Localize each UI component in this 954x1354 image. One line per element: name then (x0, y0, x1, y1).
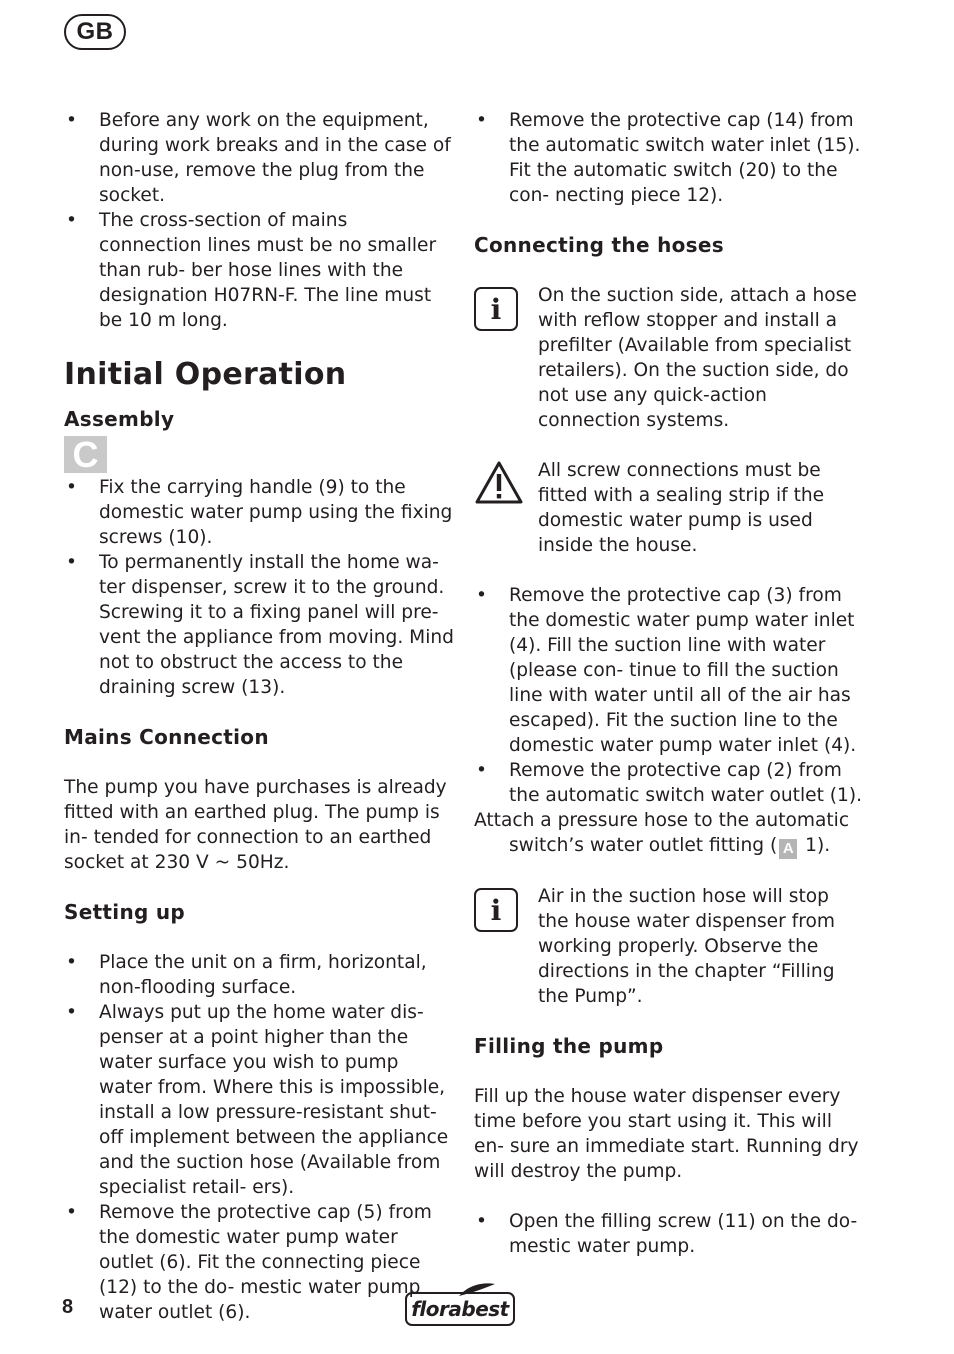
assembly-heading: Assembly (64, 407, 175, 431)
attach-line: Attach a pressure hose to the automatic (474, 810, 850, 831)
language-badge: GB (64, 14, 126, 50)
section-title: Initial Operation (64, 357, 347, 392)
list-item: • Remove the protective cap (2) from the automatic switch water outlet (1). (476, 760, 863, 806)
warning-icon (474, 460, 524, 506)
list-item: • Open the filling screw (11) on the do- mestic water pump. (476, 1211, 858, 1257)
list-item: • Remove the protective cap (14) from the automatic switch water inlet (15). Fit the automatic switch (20) to the con- necting piece 12). (476, 110, 861, 206)
mains-text: The pump you have purchases is already fitted with an earthed plug. The pump is in- tended for connection to an earthed socket at 230 V ~ 50Hz. (64, 777, 447, 873)
bullet-icon: • (66, 110, 77, 131)
list-item: • Place the unit on a firm, horizontal, non-flooding surface. (66, 952, 427, 998)
attach-continuation: switch’s water outlet fitting ( A 1). (509, 835, 831, 857)
filling-heading: Filling the pump (474, 1034, 664, 1058)
list-item: • Always put up the home water dis- penser at a point higher than the water surface you wish to pump water from. Where this is impossible, install a low pressure-resistant shut-off implement between the appliance and the suction hose (Available from specialist retail- ers). (66, 1002, 449, 1198)
info-note-2: i Air in the suction hose will stop the house water dispenser from working properly. Observe the directions in the chapter “Filling the Pump”. (474, 884, 864, 1009)
bullet-icon: • (476, 110, 487, 131)
bullet-icon: • (66, 210, 77, 231)
bullet-icon: • (66, 552, 77, 573)
bullet-icon: • (476, 1211, 487, 1232)
setting-up-heading: Setting up (64, 900, 186, 924)
warning-note: All screw connections must be fitted with a sealing strip if the domestic water pump is used inside the house. (474, 458, 864, 558)
figure-c-badge: C (64, 436, 107, 473)
list-item: • Remove the protective cap (3) from the domestic water pump water inlet (4). Fill the suction line with water (please con- tinue to fill the suction line with water until all of the air has escaped). Fit the suction line to the domestic water pump water inlet (4). (476, 585, 857, 756)
hoses-heading: Connecting the hoses (474, 233, 724, 257)
right-column (474, 108, 864, 1259)
bullet-icon: • (476, 760, 487, 781)
list-item: • Before any work on the equipment, during work breaks and in the case of non-use, remove the plug from the socket. (66, 110, 451, 206)
bullet-icon: • (66, 477, 77, 498)
list-item: • Fix the carrying handle (9) to the domestic water pump using the fixing screws (10). (66, 477, 453, 548)
list-item: • Remove the protective cap (5) from the domestic water pump water outlet (6). Fit the connecting piece (12) to the do- mestic water pump water outlet (6). (66, 1202, 432, 1323)
list-item: • To permanently install the home wa- ter dispenser, screw it to the ground. Screwing it to a fixing panel will pre- vent the appliance from moving. Mind not to obstruct the access to the draining screw (13). (66, 552, 454, 698)
list-item: • The cross-section of mains connection lines must be no smaller than rub- ber hose lines with the designation H07RN-F. The line must be 10 m long. (66, 210, 437, 331)
left-column (64, 108, 454, 1325)
page-number: 8 (62, 1296, 74, 1318)
info-icon: i (474, 287, 518, 331)
brand-logo: florabest (405, 1282, 517, 1328)
bullet-icon: • (66, 1202, 77, 1223)
info-icon: i (474, 888, 518, 932)
bullet-icon: • (66, 1002, 77, 1023)
figure-a-badge: A (779, 839, 797, 859)
info-note: i On the suction side, attach a hose with reflow stopper and install a prefilter (Available from specialist retailers). On the suction side, do not use any quick-action connection systems. (474, 283, 864, 433)
bullet-icon: • (476, 585, 487, 606)
mains-heading: Mains Connection (64, 725, 269, 749)
filling-text: Fill up the house water dispenser every time before you start using it. This will en- sure an immediate start. Running dry will destroy the pump. (474, 1086, 859, 1182)
bullet-icon: • (66, 952, 77, 973)
